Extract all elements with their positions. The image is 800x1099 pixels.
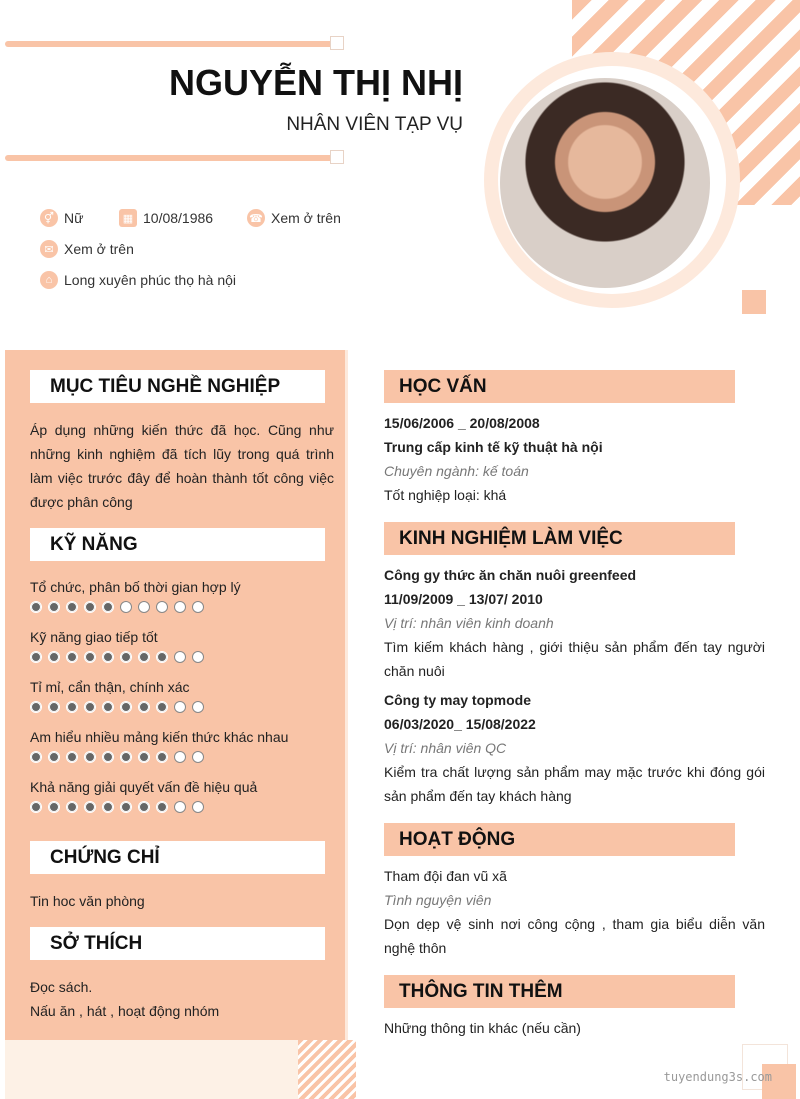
rating-dot-filled xyxy=(84,601,96,613)
skill-item xyxy=(30,779,330,829)
skill-item xyxy=(30,679,330,729)
rating-dot-filled xyxy=(48,751,60,763)
rating-dot-filled xyxy=(138,751,150,763)
rating-dot-empty xyxy=(174,751,186,763)
birthdate-value: 10/08/1986 xyxy=(143,210,214,226)
divider-top-end xyxy=(330,36,344,50)
rating-dot-filled xyxy=(84,651,96,663)
rating-dot-filled xyxy=(102,701,114,713)
rating-dot-filled xyxy=(138,651,150,663)
candidate-name: NGUYỄN THỊ NHỊ xyxy=(168,62,463,103)
experience-heading: KINH NGHIỆM LÀM VIỆC xyxy=(384,522,735,555)
profile-photo xyxy=(500,78,710,288)
rating-dot-empty xyxy=(138,601,150,613)
objective-heading: MỤC TIÊU NGHỀ NGHIỆP xyxy=(30,370,325,403)
rating-dot-filled xyxy=(66,701,78,713)
rating-dot-filled xyxy=(120,751,132,763)
skill-label: Tổ chức, phân bố thời gian hợp lý xyxy=(30,579,241,595)
rating-dot-filled xyxy=(156,751,168,763)
info-email xyxy=(40,240,134,258)
rating-dot-filled xyxy=(102,801,114,813)
activity-org: Tham đội đan vũ xã xyxy=(384,868,507,884)
rating-dot-empty xyxy=(174,701,186,713)
address-value: Long xuyên phúc thọ hà nội xyxy=(64,272,237,288)
rating-dot-filled xyxy=(84,801,96,813)
certificates-text: Tin hoc văn phòng xyxy=(30,893,145,909)
rating-dot-filled xyxy=(120,801,132,813)
experience-company: Công ty may topmode xyxy=(384,692,532,708)
rating-dot-filled xyxy=(84,751,96,763)
hobbies-heading: SỞ THÍCH xyxy=(30,927,325,960)
rating-dot-filled xyxy=(156,801,168,813)
job-title: NHÂN VIÊN TẠP VỤ xyxy=(286,114,463,135)
objective-text: Áp dụng những kiến thức đã học. Cũng như những kinh nghiệm đã tích lũy trong quá trình làm việc trước đây để hoàn thành tốt công việc được phân công xyxy=(30,422,334,510)
skill-label: Am hiểu nhiều mảng kiến thức khác nhau xyxy=(30,729,289,745)
rating-dot-filled xyxy=(102,651,114,663)
decorative-stripes-bottom xyxy=(298,1040,356,1099)
skill-rating xyxy=(30,701,330,713)
decorative-square xyxy=(742,290,766,314)
skill-item xyxy=(30,729,330,779)
rating-dot-filled xyxy=(84,701,96,713)
experience-description: Kiểm tra chất lượng sản phẩm may mặc trước khi đóng gói sản phẩm đến tay khách hàng xyxy=(384,764,765,804)
rating-dot-empty xyxy=(120,601,132,613)
rating-dot-filled xyxy=(66,801,78,813)
rating-dot-filled xyxy=(66,651,78,663)
rating-dot-empty xyxy=(156,601,168,613)
divider-top xyxy=(5,41,335,47)
experience-description: Tìm kiếm khách hàng , giới thiệu sản phẩm đến tay người chăn nuôi xyxy=(384,639,765,679)
rating-dot-filled xyxy=(66,601,78,613)
rating-dot-filled xyxy=(30,651,42,663)
activities-heading: HOẠT ĐỘNG xyxy=(384,823,735,856)
education-school: Trung cấp kinh tế kỹ thuật hà nội xyxy=(384,439,603,455)
gender-icon: ⚥ xyxy=(40,209,58,227)
divider-bottom xyxy=(5,155,335,161)
divider-bottom-end xyxy=(330,150,344,164)
experience-position: Vị trí: nhân viên QC xyxy=(384,740,507,756)
rating-dot-empty xyxy=(174,601,186,613)
rating-dot-filled xyxy=(30,751,42,763)
rating-dot-empty xyxy=(192,751,204,763)
rating-dot-filled xyxy=(102,751,114,763)
activity-role: Tình nguyện viên xyxy=(384,892,492,908)
rating-dot-filled xyxy=(120,651,132,663)
skills-list xyxy=(30,579,330,829)
extra-heading: THÔNG TIN THÊM xyxy=(384,975,735,1008)
experience-dates: 11/09/2009 _ 13/07/ 2010 xyxy=(384,591,543,607)
rating-dot-filled xyxy=(120,701,132,713)
hobby-item: Nấu ăn , hát , hoạt động nhóm xyxy=(30,1003,220,1019)
rating-dot-filled xyxy=(30,701,42,713)
experience-dates: 06/03/2020_ 15/08/2022 xyxy=(384,716,536,732)
skill-label: Khả năng giải quyết vấn đề hiệu quả xyxy=(30,779,258,795)
skill-label: Kỹ năng giao tiếp tốt xyxy=(30,629,158,645)
calendar-icon: ▦ xyxy=(119,209,137,227)
rating-dot-filled xyxy=(48,701,60,713)
hobby-item: Đọc sách. xyxy=(30,979,93,995)
hobbies-list xyxy=(30,975,219,1023)
rating-dot-filled xyxy=(48,601,60,613)
skill-label: Tỉ mỉ, cẩn thận, chính xác xyxy=(30,679,190,695)
rating-dot-empty xyxy=(192,801,204,813)
skill-rating xyxy=(30,751,330,763)
experience-company: Công gy thức ăn chăn nuôi greenfeed xyxy=(384,567,637,583)
rating-dot-empty xyxy=(174,651,186,663)
education-dates: 15/06/2006 _ 20/08/2008 xyxy=(384,415,540,431)
home-icon: ⌂ xyxy=(40,271,58,289)
skill-rating xyxy=(30,651,330,663)
experience-block xyxy=(384,563,765,808)
rating-dot-filled xyxy=(48,651,60,663)
education-major: Chuyên ngành: kế toán xyxy=(384,463,529,479)
activity-description: Dọn dẹp vệ sinh nơi công cộng , tham gia biểu diễn văn nghệ thôn xyxy=(384,916,765,956)
rating-dot-empty xyxy=(192,601,204,613)
bottom-band xyxy=(5,1040,347,1099)
education-grade: Tốt nghiệp loại: khá xyxy=(384,487,507,503)
phone-value: Xem ở trên xyxy=(271,210,341,226)
rating-dot-empty xyxy=(192,651,204,663)
skill-rating xyxy=(30,801,330,813)
rating-dot-empty xyxy=(174,801,186,813)
rating-dot-empty xyxy=(192,701,204,713)
rating-dot-filled xyxy=(102,601,114,613)
extra-text: Những thông tin khác (nếu cần) xyxy=(384,1020,581,1036)
skills-heading: KỸ NĂNG xyxy=(30,528,325,561)
skill-item xyxy=(30,579,330,629)
skill-item xyxy=(30,629,330,679)
certificates-heading: CHỨNG CHỈ xyxy=(30,841,325,874)
phone-icon: ☎ xyxy=(247,209,265,227)
skill-rating xyxy=(30,601,330,613)
email-value: Xem ở trên xyxy=(64,241,134,257)
experience-position: Vị trí: nhân viên kinh doanh xyxy=(384,615,554,631)
rating-dot-filled xyxy=(48,801,60,813)
education-heading: HỌC VẤN xyxy=(384,370,735,403)
info-address xyxy=(40,271,236,289)
rating-dot-filled xyxy=(138,801,150,813)
activities-block xyxy=(384,864,765,960)
rating-dot-filled xyxy=(156,651,168,663)
education-block xyxy=(384,411,765,507)
rating-dot-filled xyxy=(30,801,42,813)
rating-dot-filled xyxy=(30,601,42,613)
info-gender xyxy=(40,209,83,227)
rating-dot-filled xyxy=(156,701,168,713)
gender-value: Nữ xyxy=(64,210,84,226)
rating-dot-filled xyxy=(66,751,78,763)
left-column-edge xyxy=(345,350,348,1040)
info-phone xyxy=(247,209,341,227)
watermark: tuyendung3s.com xyxy=(663,1070,772,1084)
rating-dot-filled xyxy=(138,701,150,713)
email-icon: ✉ xyxy=(40,240,58,258)
info-birthdate xyxy=(119,209,213,227)
